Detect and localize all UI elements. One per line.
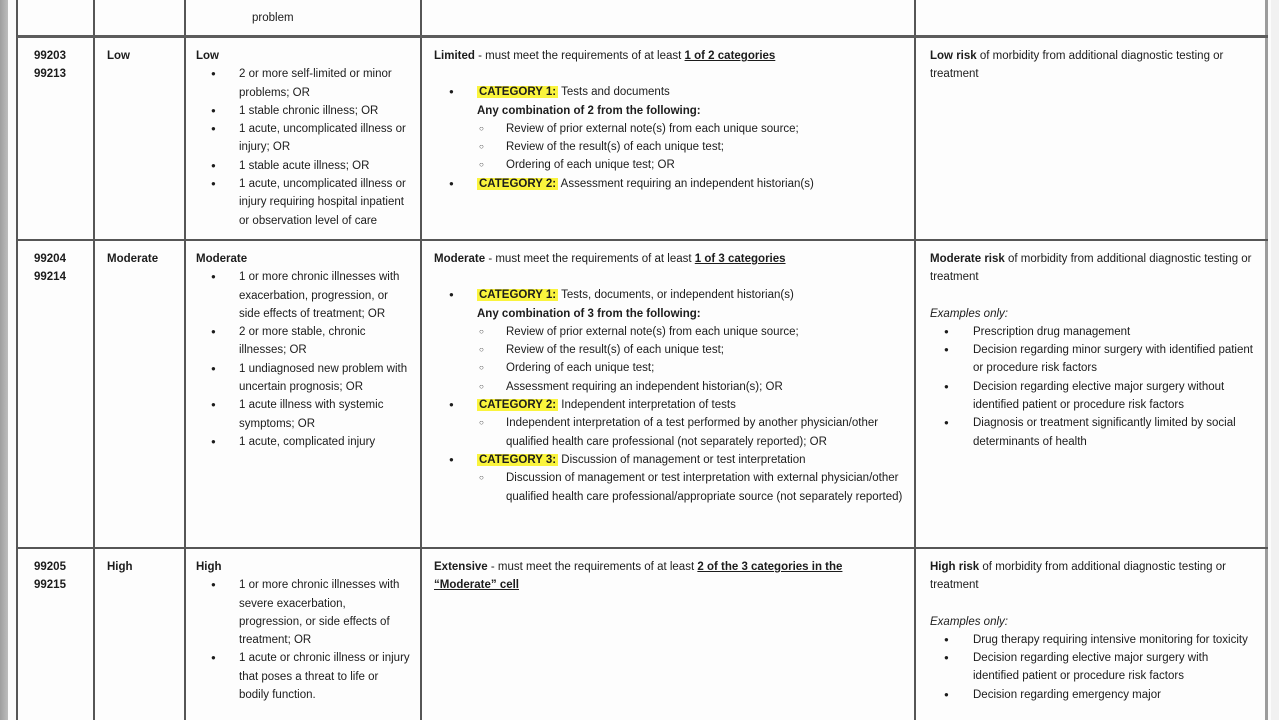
data-requirement-line: Moderate - must meet the requirements of at least 1 of 3 categories: [434, 253, 786, 265]
category-subitems: [477, 120, 904, 175]
list-item: ○ Assessment requiring an independent historian(s); OR: [477, 378, 904, 396]
list-item: ○ Review of the result(s) of each unique test;: [477, 138, 904, 156]
list-item: ● 1 acute, uncomplicated illness or injury requiring hospital inpatient or observation level of care: [196, 175, 410, 230]
list-item: ● 1 acute or chronic illness or injury that poses a threat to life or bodily function.: [196, 649, 410, 704]
list-item: ● 1 or more chronic illnesses with exacerbation, progression, or side effects of treatment; OR: [196, 268, 410, 323]
data-category-list: [434, 83, 904, 193]
risk-cell: [916, 38, 1268, 239]
list-item: ● 1 stable chronic illness; OR: [196, 102, 410, 120]
problems-heading: Low: [196, 50, 219, 62]
list-item: ● 1 or more chronic illnesses with severe exacerbation, progression, or side effects of treatment; OR: [196, 576, 410, 649]
category-subheading: Any combination of 2 from the following:: [477, 104, 701, 117]
category-1-label: CATEGORY 1:: [479, 289, 557, 302]
data-cell: [422, 0, 916, 35]
category-subitems: [477, 323, 904, 396]
risk-examples-list: [930, 323, 1255, 451]
clipped-text: problem: [252, 12, 294, 24]
problems-cell: [186, 38, 422, 239]
list-item: ○ Review of the result(s) of each unique test;: [477, 341, 904, 359]
category-1-label: CATEGORY 1:: [479, 86, 557, 99]
list-item: ● Drug therapy requiring intensive monitoring for toxicity: [930, 631, 1255, 649]
category-2-label: CATEGORY 2:: [479, 177, 557, 190]
list-item: ○ Independent interpretation of a test performed by another physician/other qualified health care professional (not separately reported); OR: [477, 414, 904, 451]
category-block: ● CATEGORY 2: Assessment requiring an independent historian(s): [434, 175, 904, 193]
mdm-level-label: High: [107, 561, 133, 573]
list-item: ● Diagnosis or treatment significantly limited by social determinants of health: [930, 414, 1255, 451]
category-subitems: [477, 469, 904, 506]
risk-cell: [916, 241, 1268, 547]
list-item: ● Prescription drug management: [930, 323, 1255, 341]
problems-list: [196, 65, 410, 230]
page-right-margin: [1271, 0, 1279, 720]
category-subheading: Any combination of 3 from the following:: [477, 307, 701, 320]
data-requirement-line: Extensive - must meet the requirements of at least 2 of the 3 categories in the “Moderate” cell: [434, 561, 843, 592]
table-row-low: [16, 38, 1268, 241]
data-cell: [422, 241, 916, 547]
risk-statement: Low risk of morbidity from additional diagnostic testing or treatment: [930, 50, 1224, 81]
mdm-level-label: Low: [107, 50, 130, 62]
category-block: ● CATEGORY 3: Discussion of management or test interpretation ○ Discussion of management or test interpretation with external physician/other qualified health care professional/appropriate source (not separately reported): [434, 451, 904, 506]
level-cell: [95, 0, 186, 35]
codes-cell: [18, 0, 95, 35]
problems-list: [196, 268, 410, 451]
risk-cell: [916, 549, 1268, 720]
list-item: ○ Review of prior external note(s) from each unique source;: [477, 120, 904, 138]
table-row-moderate: [16, 241, 1268, 549]
mdm-level-label: Moderate: [107, 253, 159, 265]
cpt-code: 99213: [34, 68, 66, 81]
cpt-code: 99203: [34, 50, 66, 62]
risk-cell: [916, 0, 1268, 35]
category-subitems: [477, 414, 904, 451]
table-row-partial: [16, 0, 1268, 38]
level-cell: [95, 38, 186, 239]
category-block: ● CATEGORY 1: Tests, documents, or independent historian(s) Any combination of 3 from the following: ○ Review of prior external note(s) from each unique source; ○ Review of the result(s) of each unique test; ○ Ordering of each unique test; ○ Assessment requiring an independent historian(s); OR: [434, 286, 904, 396]
examples-label: Examples only:: [930, 615, 1008, 628]
codes-cell: [18, 38, 95, 239]
category-block: ● CATEGORY 1: Tests and documents Any combination of 2 from the following: ○ Review of prior external note(s) from each unique source; ○ Review of the result(s) of each unique test; ○ Ordering of each unique test; OR: [434, 83, 904, 174]
examples-label: Examples only:: [930, 307, 1008, 320]
level-cell: [95, 549, 186, 720]
list-item: ● 1 acute, uncomplicated illness or injury; OR: [196, 120, 410, 157]
list-item: ● 2 or more self-limited or minor problems; OR: [196, 65, 410, 102]
problems-cell: [186, 241, 422, 547]
data-requirement-line: Limited - must meet the requirements of at least 1 of 2 categories: [434, 50, 776, 62]
list-item: ● Decision regarding elective major surgery without identified patient or procedure risk factors: [930, 378, 1255, 415]
problems-cell: [186, 0, 422, 35]
mdm-level-table: [16, 0, 1268, 720]
list-item: ● 1 acute, complicated injury: [196, 433, 410, 451]
problems-cell: [186, 549, 422, 720]
data-category-list: [434, 286, 904, 506]
list-item: ○ Discussion of management or test interpretation with external physician/other qualified health care professional/appropriate source (not separately reported): [477, 469, 904, 506]
category-2-label: CATEGORY 2:: [479, 399, 557, 412]
list-item: ○ Ordering of each unique test;: [477, 359, 904, 377]
codes-cell: [18, 549, 95, 720]
risk-statement: Moderate risk of morbidity from additional diagnostic testing or treatment: [930, 253, 1252, 284]
list-item: ● Decision regarding minor surgery with identified patient or procedure risk factors: [930, 341, 1255, 378]
list-item: ● 1 undiagnosed new problem with uncertain prognosis; OR: [196, 360, 410, 397]
cpt-code: 99215: [34, 579, 66, 592]
category-3-label: CATEGORY 3:: [479, 453, 557, 466]
list-item: ● 2 or more stable, chronic illnesses; OR: [196, 323, 410, 360]
data-cell: [422, 38, 916, 239]
category-block: ● CATEGORY 2: Independent interpretation of tests ○ Independent interpretation of a test performed by another physician/other qualified health care professional (not separately reported); OR: [434, 396, 904, 451]
problems-list: [196, 576, 410, 704]
data-cell: [422, 549, 916, 720]
list-item: ● Decision regarding elective major surgery with identified patient or procedure risk factors: [930, 649, 1255, 686]
table-row-high: [16, 549, 1268, 720]
list-item: ○ Review of prior external note(s) from each unique source;: [477, 323, 904, 341]
cpt-code: 99205: [34, 561, 66, 573]
problems-heading: Moderate: [196, 253, 248, 265]
cpt-code: 99214: [34, 271, 66, 284]
risk-statement: High risk of morbidity from additional diagnostic testing or treatment: [930, 561, 1226, 592]
codes-cell: [18, 241, 95, 547]
risk-examples-list: [930, 631, 1255, 704]
list-item: ● 1 acute illness with systemic symptoms; OR: [196, 396, 410, 433]
level-cell: [95, 241, 186, 547]
list-item: ● 1 stable acute illness; OR: [196, 157, 410, 175]
page-left-margin: [0, 0, 8, 720]
problems-heading: High: [196, 561, 222, 573]
list-item: ● Decision regarding emergency major: [930, 686, 1255, 704]
list-item: ○ Ordering of each unique test; OR: [477, 156, 904, 174]
cpt-code: 99204: [34, 253, 66, 265]
